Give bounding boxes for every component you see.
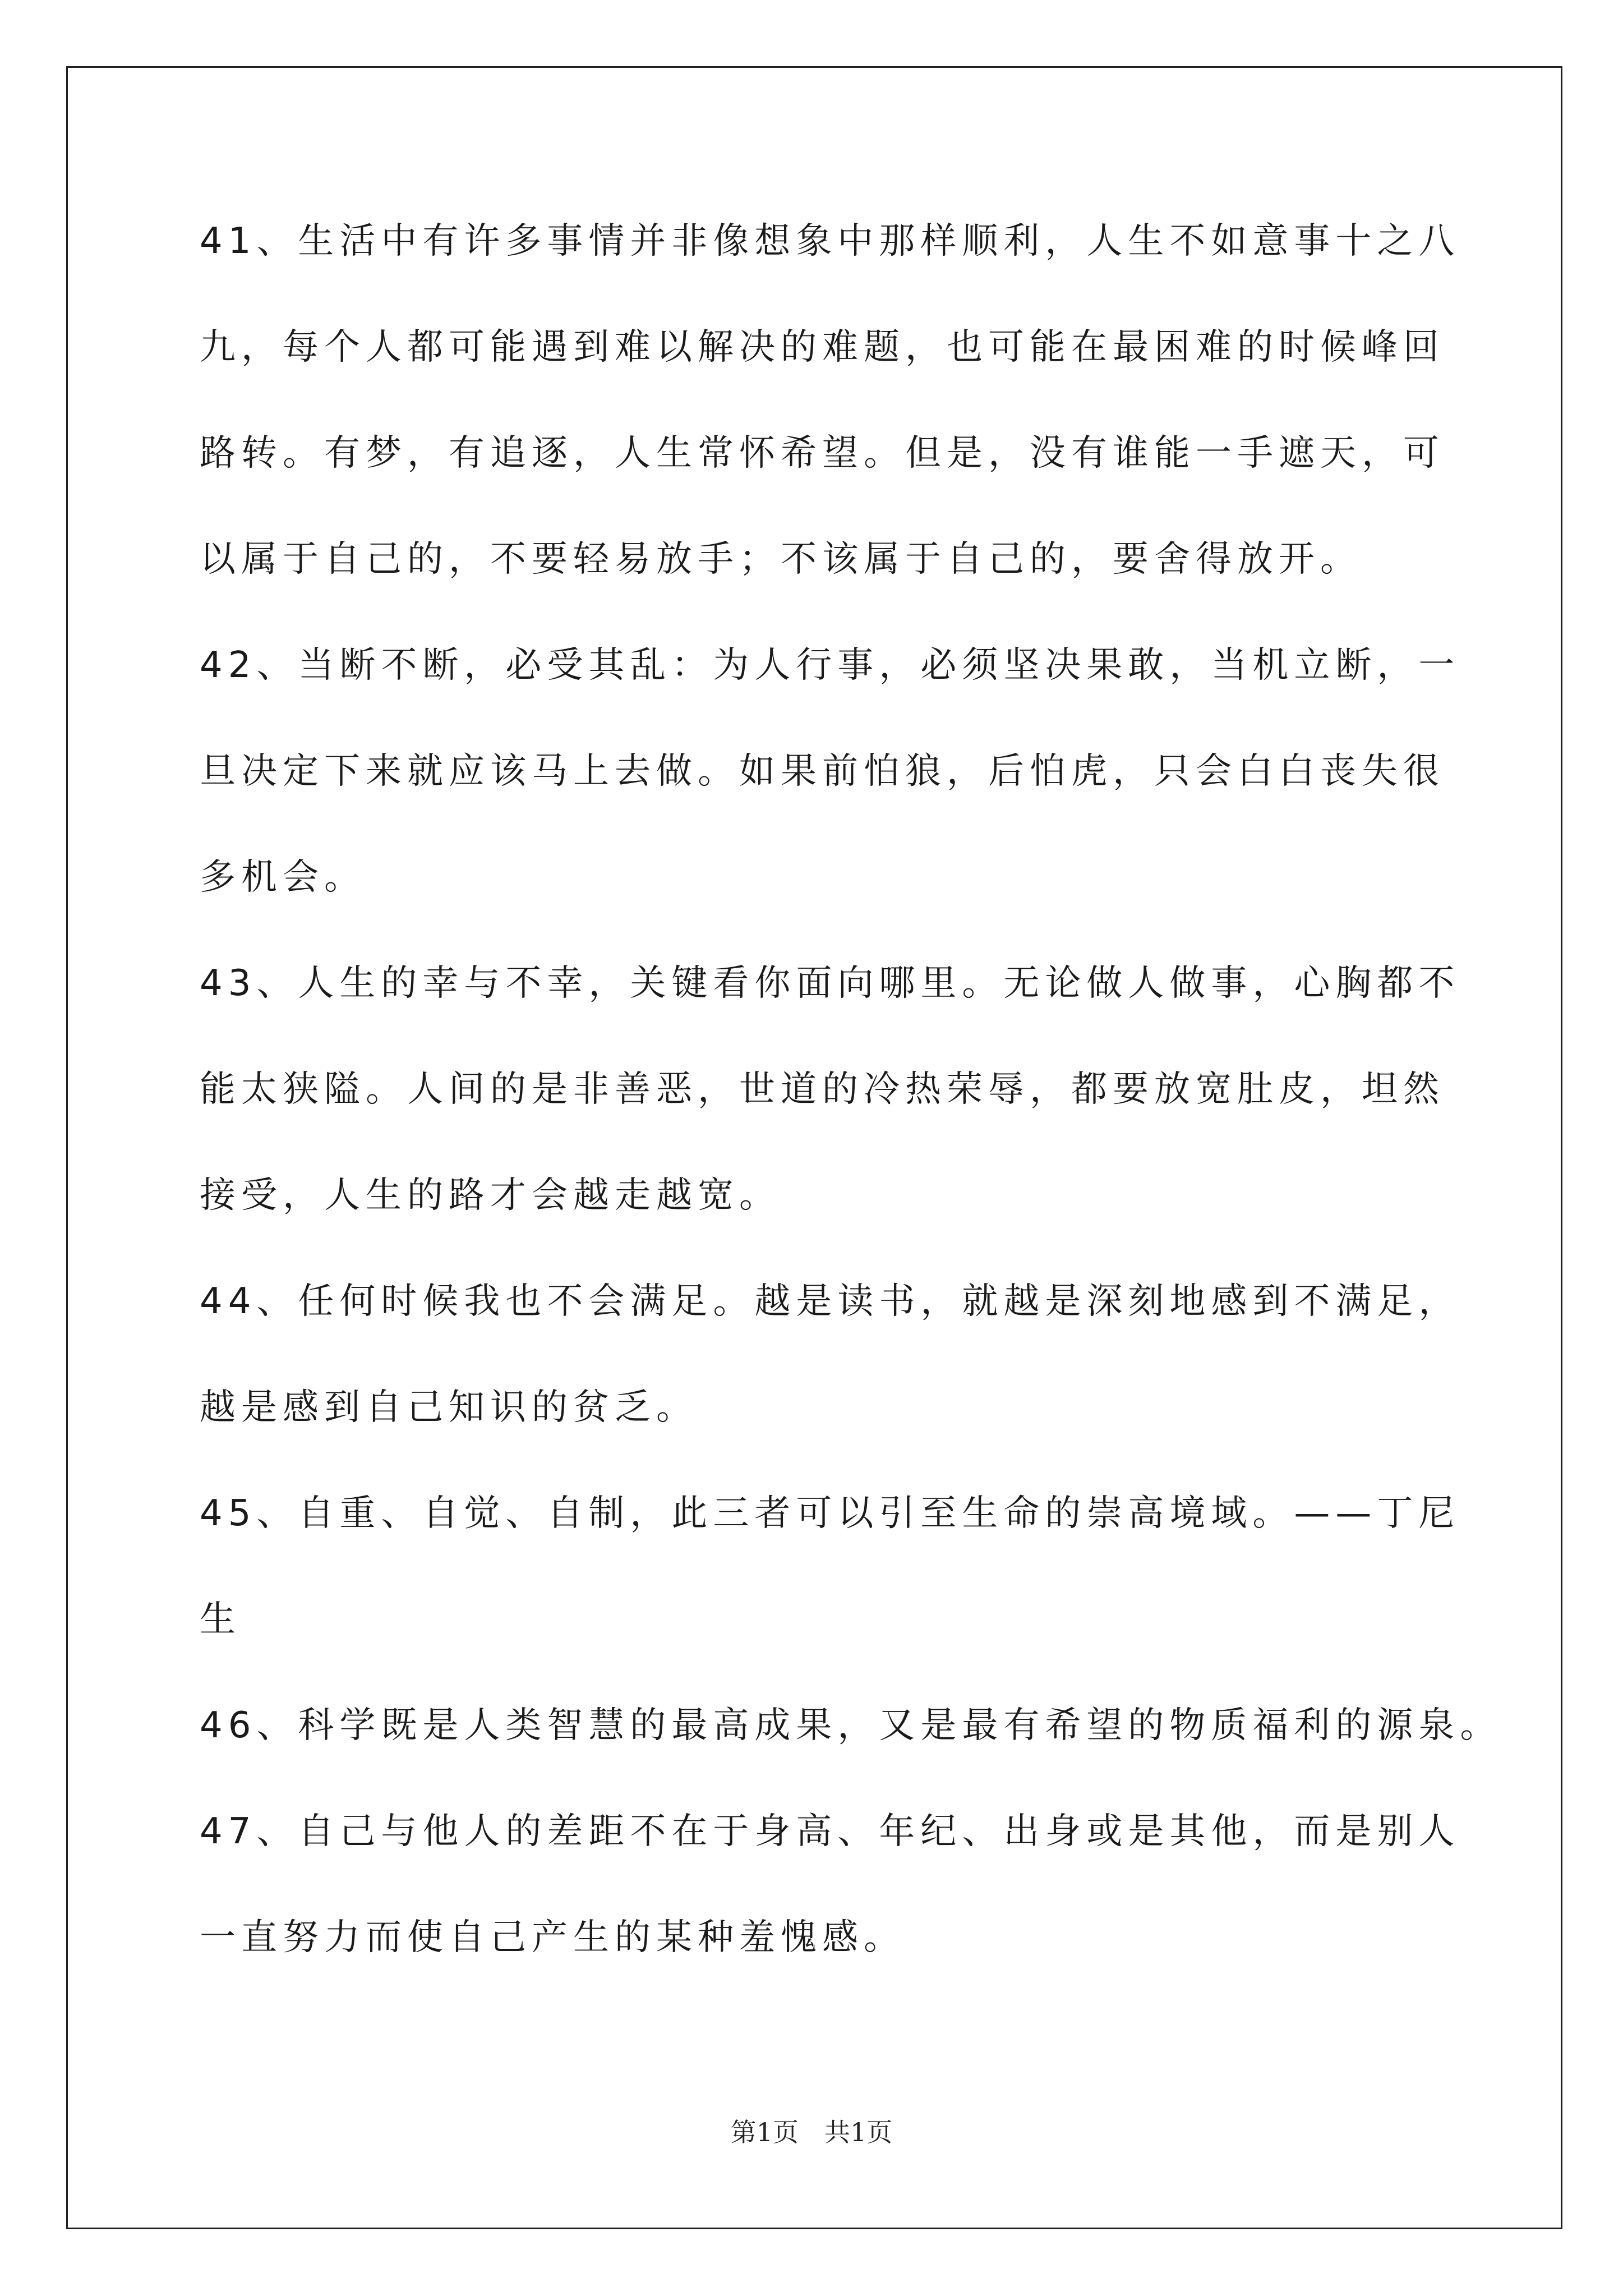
text-line: 41、生活中有许多事情并非像想象中那样顺利，人生不如意事十之八 <box>200 220 1460 262</box>
text-line: 一直努力而使自己产生的某种羞愧感。 <box>200 1917 905 1958</box>
text-line: 以属于自己的，不要轻易放手；不该属于自己的，要舍得放开。 <box>200 539 1362 580</box>
text-line: 多机会。 <box>200 857 366 898</box>
text-line: 46、科学既是人类智慧的最高成果，又是最有希望的物质福利的源泉。 <box>200 1705 1502 1746</box>
document-body <box>200 213 1502 2016</box>
text-line: 42、当断不断，必受其乱：为人行事，必须坚决果敢，当机立断，一 <box>200 645 1460 686</box>
page-footer: 第1页 共1页 <box>730 2117 893 2147</box>
text-line: 旦决定下来就应该马上去做。如果前怕狼，后怕虎，只会白白丧失很 <box>200 751 1445 792</box>
text-line: 44、任何时候我也不会满足。越是读书，就越是深刻地感到不满足， <box>200 1281 1460 1322</box>
text-line: 路转。有梦，有追逐，人生常怀希望。但是，没有谁能一手遮天，可 <box>200 432 1445 474</box>
text-line: 43、人生的幸与不幸，关键看你面向哪里。无论做人做事，心胸都不 <box>200 963 1460 1004</box>
text-line: 九，每个人都可能遇到难以解决的难题，也可能在最困难的时候峰回 <box>200 326 1445 368</box>
text-line: 生 <box>200 1599 241 1640</box>
text-line: 47、自己与他人的差距不在于身高、年纪、出身或是其他，而是别人 <box>200 1811 1460 1852</box>
text-line: 45、自重、自觉、自制，此三者可以引至生命的崇高境域。——丁尼 <box>200 1493 1460 1534</box>
text-line: 接受，人生的路才会越走越宽。 <box>200 1175 781 1216</box>
text-line: 能太狭隘。人间的是非善恶，世道的冷热荣辱，都要放宽肚皮，坦然 <box>200 1069 1445 1110</box>
text-line: 越是感到自己知识的贫乏。 <box>200 1387 698 1428</box>
